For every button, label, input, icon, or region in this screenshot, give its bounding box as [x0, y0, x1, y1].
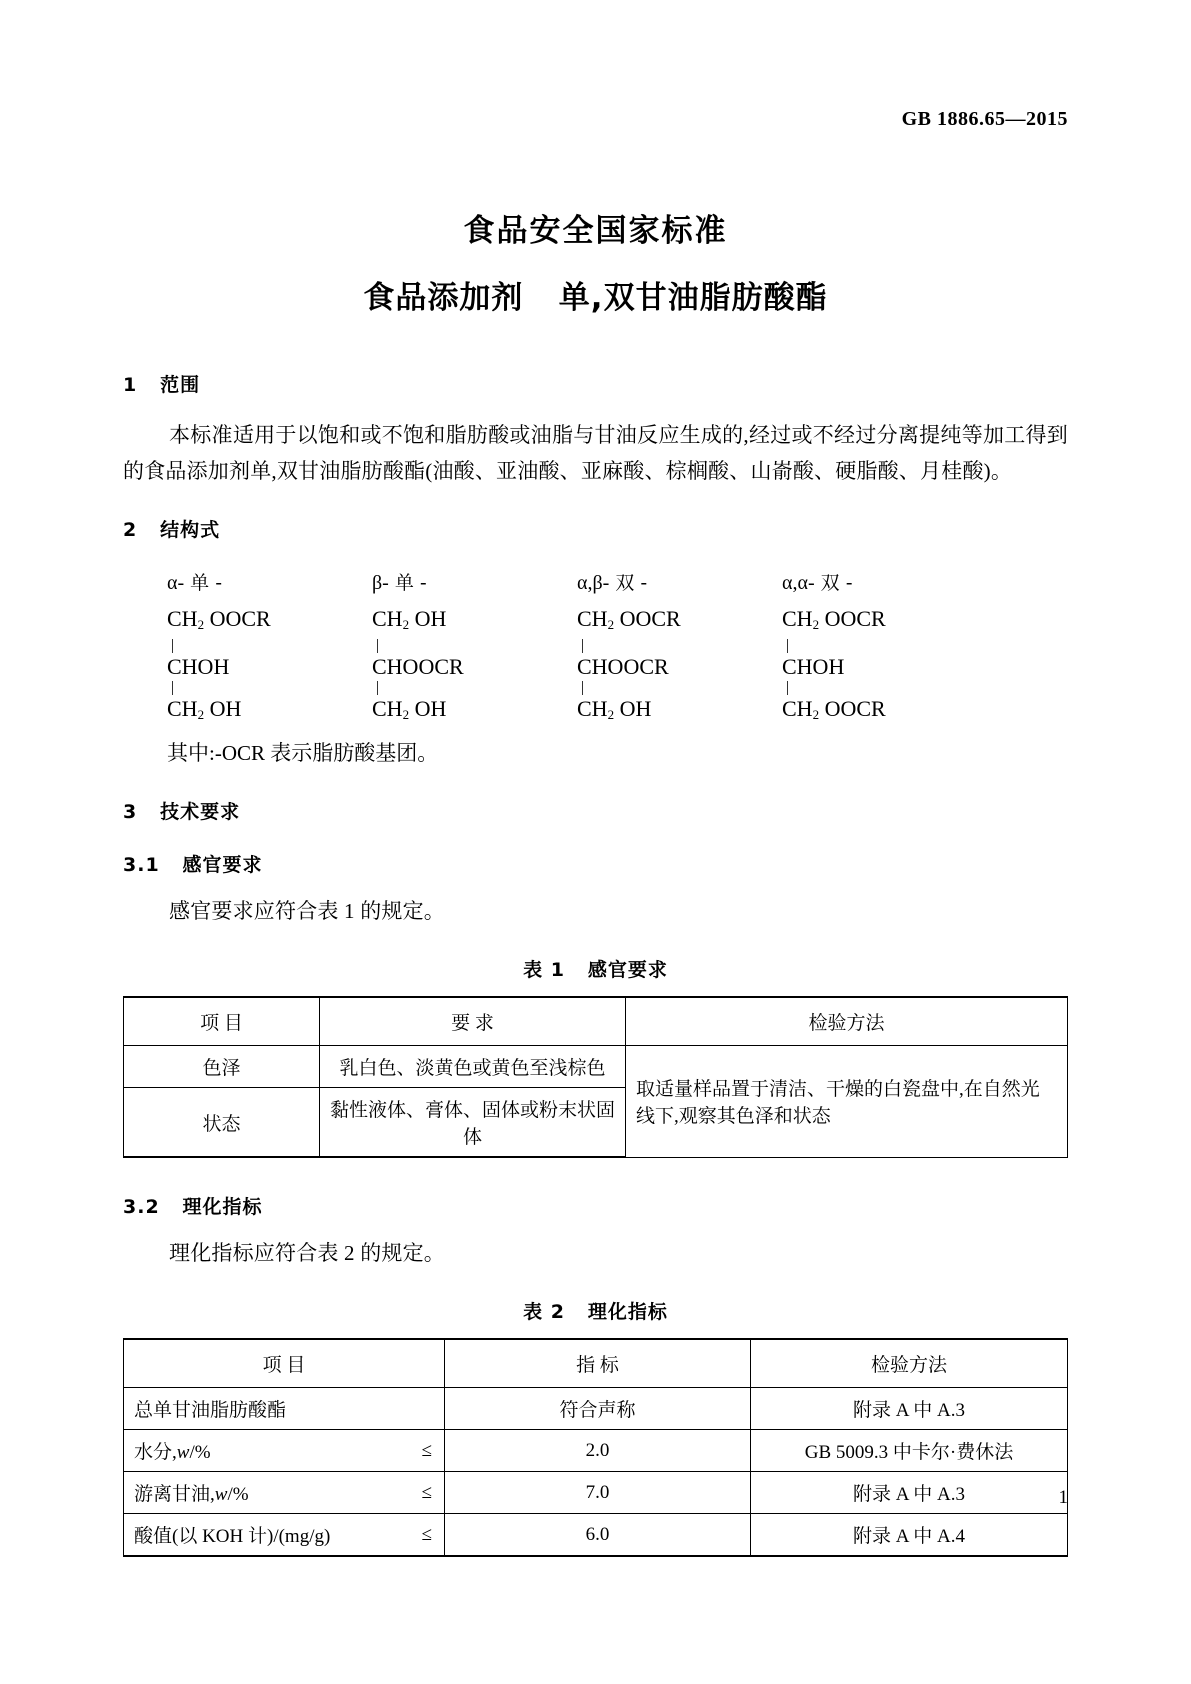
formula-row-1 [782, 605, 987, 639]
table-1-header-requirement: 要 求 [320, 997, 626, 1046]
formula-row-1 [167, 605, 372, 639]
formula-label [577, 568, 782, 595]
formula-beta-mono [372, 568, 577, 729]
item-text: 游离甘油, [134, 1484, 215, 1505]
table-header-row [124, 997, 1068, 1046]
item-text: 总单甘油脂肪酸酯 [134, 1400, 287, 1421]
page-number: 1 [1058, 1487, 1068, 1508]
table-1-cell-requirement-color: 乳白色、淡黄色或黄色至浅棕色 [320, 1046, 626, 1088]
formula-row-3 [167, 695, 372, 729]
formula-label [167, 568, 372, 595]
table-1-caption: 表 1 感官要求 [523, 959, 668, 981]
formula-text: OH [614, 696, 652, 721]
formula-subscript: 2 [402, 707, 410, 722]
formula-text: CH [372, 606, 403, 631]
formula-row-1 [372, 605, 577, 639]
formula-text: OH [204, 696, 242, 721]
table-2-header-index: 指 标 [445, 1339, 751, 1388]
table-header-row [124, 1339, 1068, 1388]
bond-line-icon [172, 639, 173, 653]
formula-text: CH [372, 696, 403, 721]
formula-subscript: 2 [607, 617, 615, 632]
item-symbol: w [214, 1484, 228, 1505]
formula-label-cn: 双 - [814, 572, 853, 594]
bond-line-icon [787, 681, 788, 695]
formula-label-cn: 单 - [388, 572, 427, 594]
formula-subscript: 2 [812, 617, 820, 632]
formula-subscript: 2 [607, 707, 615, 722]
table-2-cell-item [124, 1472, 445, 1514]
structural-formula-group [167, 568, 1068, 729]
item-unit: /% [189, 1442, 211, 1463]
table-2-cell-method: GB 5009.3 中卡尔·费休法 [751, 1430, 1068, 1472]
table-1-header-method: 检验方法 [626, 997, 1068, 1046]
formula-label-greek: α- [167, 572, 185, 594]
formula-text: OH [409, 606, 447, 631]
table-row [124, 1514, 1068, 1557]
item-symbol: w [176, 1442, 190, 1463]
formula-text: OOCR [614, 606, 681, 631]
section-3-2-paragraph: 理化指标应符合表 2 的规定。 [169, 1241, 445, 1265]
table-2-cell-item [124, 1388, 445, 1430]
table-2-caption: 表 2 理化指标 [523, 1301, 668, 1323]
formula-alpha-beta-di [577, 568, 782, 729]
formula-text: CH [782, 606, 813, 631]
less-than-or-equal-icon: ≤ [421, 1523, 432, 1545]
section-3-1-paragraph: 感官要求应符合表 1 的规定。 [169, 899, 445, 923]
item-unit: /% [227, 1484, 249, 1505]
formula-row-2: CHOH [782, 654, 845, 679]
formula-subscript: 2 [197, 617, 205, 632]
bond-line-icon [787, 639, 788, 653]
table-2-cell-item [124, 1514, 445, 1557]
table-2-cell-method: 附录 A 中 A.3 [751, 1388, 1068, 1430]
formula-note: 其中:-OCR 表示脂肪酸基团。 [167, 741, 439, 765]
less-than-or-equal-icon: ≤ [421, 1439, 432, 1461]
bond-line-icon [377, 639, 378, 653]
table-2-cell-item [124, 1430, 445, 1472]
document-title-main: 食品安全国家标准 [463, 213, 728, 249]
table-row [124, 1388, 1068, 1430]
formula-text: OOCR [819, 606, 886, 631]
formula-label-greek: β- [372, 572, 389, 594]
formula-subscript: 2 [197, 707, 205, 722]
table-2-cell-index: 7.0 [445, 1472, 751, 1514]
table-row [124, 1472, 1068, 1514]
section-heading-2: 2 结构式 [123, 519, 221, 541]
formula-label-cn: 单 - [184, 572, 223, 594]
formula-subscript: 2 [812, 707, 820, 722]
item-text: 酸值(以 KOH 计)/(mg/g) [134, 1526, 331, 1547]
formula-text: CH [167, 606, 198, 631]
document-body [123, 370, 1068, 1557]
table-1-header-item: 项 目 [124, 997, 320, 1046]
bond-line-icon [172, 681, 173, 695]
formula-alpha-mono [167, 568, 372, 729]
formula-label [782, 568, 987, 595]
formula-row-2: CHOOCR [577, 654, 669, 679]
formula-row-3 [782, 695, 987, 729]
section-heading-3-1: 3.1 感官要求 [123, 854, 263, 876]
table-sensory-requirements [123, 996, 1068, 1158]
table-physicochemical-indicators [123, 1338, 1068, 1557]
table-2-header-method: 检验方法 [751, 1339, 1068, 1388]
running-header-standard-code: GB 1886.65—2015 [901, 108, 1068, 130]
formula-label-greek: α,β- [577, 572, 610, 594]
section-heading-1: 1 范围 [123, 374, 201, 396]
table-row [124, 1046, 1068, 1088]
section-1-paragraph: 本标准适用于以饱和或不饱和脂肪酸或油脂与甘油反应生成的,经过或不经过分离提纯等加工得到的食品添加剂单,双甘油脂肪酸酯(油酸、亚油酸、亚麻酸、棕榈酸、山嵛酸、硬脂酸、月桂酸)。 [123, 423, 1068, 483]
table-2-cell-method: 附录 A 中 A.4 [751, 1514, 1068, 1557]
table-2-cell-index: 6.0 [445, 1514, 751, 1557]
table-2-cell-index: 符合声称 [445, 1388, 751, 1430]
formula-text: OOCR [204, 606, 271, 631]
formula-label-greek: α,α- [782, 572, 815, 594]
formula-row-3 [372, 695, 577, 729]
formula-text: CH [577, 696, 608, 721]
table-1-cell-item-color: 色泽 [124, 1046, 320, 1088]
table-1-cell-method: 取适量样品置于清洁、干燥的白瓷盘中,在自然光线下,观察其色泽和状态 [626, 1046, 1068, 1158]
section-heading-3-2: 3.2 理化指标 [123, 1196, 263, 1218]
formula-text: CH [782, 696, 813, 721]
formula-row-2: CHOH [167, 654, 230, 679]
formula-text: CH [577, 606, 608, 631]
item-text: 水分, [134, 1442, 177, 1463]
table-2-cell-method: 附录 A 中 A.3 [751, 1472, 1068, 1514]
formula-label-cn: 双 - [609, 572, 648, 594]
document-title-sub: 食品添加剂 单,双甘油脂肪酸酯 [363, 280, 828, 316]
bond-line-icon [582, 681, 583, 695]
formula-text: OH [409, 696, 447, 721]
table-row [124, 1430, 1068, 1472]
less-than-or-equal-icon: ≤ [421, 1481, 432, 1503]
formula-text: OOCR [819, 696, 886, 721]
table-2-cell-index: 2.0 [445, 1430, 751, 1472]
formula-subscript: 2 [402, 617, 410, 632]
bond-line-icon [582, 639, 583, 653]
formula-text: CH [167, 696, 198, 721]
formula-row-2: CHOOCR [372, 654, 464, 679]
table-1-cell-item-state: 状态 [124, 1088, 320, 1158]
formula-label [372, 568, 577, 595]
bond-line-icon [377, 681, 378, 695]
formula-row-3 [577, 695, 782, 729]
formula-alpha-alpha-di [782, 568, 987, 729]
formula-row-1 [577, 605, 782, 639]
table-2-header-item: 项 目 [124, 1339, 445, 1388]
section-heading-3: 3 技术要求 [123, 801, 241, 823]
table-1-cell-requirement-state: 黏性液体、膏体、固体或粉末状固体 [320, 1088, 626, 1158]
